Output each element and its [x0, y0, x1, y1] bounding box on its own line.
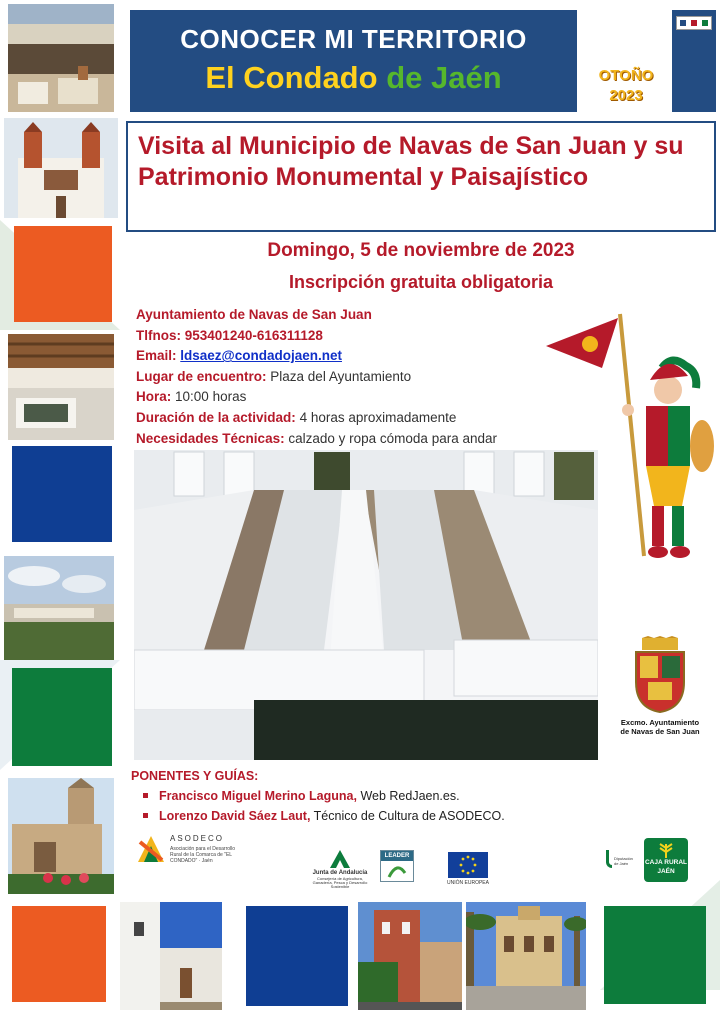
- photo-town-hall-square: [466, 902, 586, 1010]
- mini-logo-strip: [676, 16, 712, 30]
- duration-value: 4 horas aproximadamente: [299, 409, 457, 425]
- registration-note: Inscripción gratuita obligatoria: [288, 272, 554, 292]
- speaker-role: Técnico de Cultura de ASODECO.: [313, 809, 505, 823]
- meeting-value: Plaza del Ayuntamiento: [270, 368, 412, 384]
- phones-label: Tlfnos:: [136, 327, 181, 343]
- phones-line: [136, 326, 576, 347]
- speakers-list: [143, 786, 591, 826]
- duration-line: [136, 408, 576, 429]
- season-year: 2023: [609, 87, 643, 104]
- junta-name: Junta de Andalucía: [312, 870, 368, 876]
- decorative-square-green: [12, 668, 112, 766]
- eu-flag-logo: [446, 852, 490, 888]
- caja-line2: JAÉN: [657, 868, 675, 875]
- diputacion-label: Diputación de Jaén: [614, 856, 633, 866]
- duration-label: Duración de la actividad:: [136, 409, 296, 425]
- diputacion-mark: [606, 850, 612, 868]
- caja-line1: CAJA RURAL: [644, 859, 687, 866]
- decorative-square-blue: [12, 446, 112, 542]
- decorative-square-orange: [12, 906, 106, 1002]
- asodeco-desc: Asociación para el Desarrollo Rural de la Comarca de "EL CONDADO" · Jaén: [170, 846, 236, 864]
- email-link[interactable]: ldsaez@condadojaen.net: [180, 348, 342, 364]
- time-label: Hora:: [136, 389, 172, 405]
- header-de-jaen: de Jaén: [386, 60, 502, 95]
- coat-of-arms-navas: [632, 636, 688, 714]
- season-label: [584, 66, 668, 106]
- title-box: [126, 121, 716, 232]
- eu-flag: [448, 852, 488, 878]
- photo-townscape: [8, 4, 114, 112]
- decorative-square-orange: [14, 226, 112, 322]
- event-title: Visita al Municipio de Navas de San Juan y su Patrimonio Monumental y Paisajístico: [138, 132, 684, 191]
- caption-line2: de Navas de San Juan: [620, 727, 700, 736]
- asodeco-name: ASODECO: [170, 834, 225, 843]
- photo-white-street: [120, 902, 222, 1010]
- info-block: [136, 305, 576, 449]
- diputacion-jaen-logo: [604, 848, 632, 876]
- ayuntamiento-caption: [610, 718, 710, 736]
- leader-label: LEADER: [381, 851, 413, 861]
- photo-washhouse-interior: [8, 334, 114, 440]
- photo-church-towers: [4, 118, 118, 218]
- decorative-square-green: [604, 906, 706, 1004]
- caption-line1: Excmo. Ayuntamiento: [620, 718, 700, 727]
- photo-brick-tower: [358, 902, 462, 1010]
- decorative-square-blue: [246, 906, 348, 1006]
- junta-andalucia-logo: [312, 850, 368, 889]
- speaker-item: [143, 786, 591, 806]
- junta-desc: Consejería de Agricultura, Ganadería, Pesca y Desarrollo Sostenible: [312, 876, 368, 889]
- photo-panorama: [4, 556, 114, 660]
- needs-label: Necesidades Técnicas:: [136, 430, 285, 446]
- speaker-name: Lorenzo David Sáez Laut,: [159, 809, 311, 823]
- organizer: Ayuntamiento de Navas de San Juan: [136, 307, 372, 322]
- speaker-name: Francisco Miguel Merino Laguna,: [159, 789, 357, 803]
- phones-value: 953401240-616311128: [184, 327, 323, 343]
- header-banner: [130, 10, 577, 112]
- eu-label: UNIÓN EUROPEA: [447, 880, 489, 886]
- header-line1: CONOCER MI TERRITORIO: [180, 24, 527, 54]
- main-photo-washhouse: [134, 450, 598, 760]
- speakers-heading: PONENTES Y GUÍAS:: [131, 769, 259, 783]
- photo-parish-church: [8, 778, 114, 894]
- speaker-role: Web RedJaen.es.: [360, 789, 460, 803]
- email-label: Email:: [136, 348, 177, 364]
- needs-line: [136, 429, 576, 450]
- season-text: OTOÑO: [598, 67, 654, 84]
- leader-logo: [380, 850, 414, 882]
- meeting-line: [136, 367, 576, 388]
- asodeco-logo: [134, 832, 244, 866]
- time-line: [136, 387, 576, 408]
- caja-rural-logo: [644, 838, 688, 882]
- email-line: [136, 346, 576, 367]
- header-condado: El Condado: [205, 60, 378, 95]
- speaker-item: [143, 806, 591, 826]
- meeting-label: Lugar de encuentro:: [136, 368, 267, 384]
- event-date: Domingo, 5 de noviembre de 2023: [267, 240, 575, 261]
- header-line2: [130, 60, 577, 96]
- header-side-box: [672, 10, 716, 112]
- needs-value: calzado y ropa cómoda para andar: [288, 430, 497, 446]
- speakers-section: [131, 766, 591, 826]
- time-value: 10:00 horas: [175, 389, 247, 405]
